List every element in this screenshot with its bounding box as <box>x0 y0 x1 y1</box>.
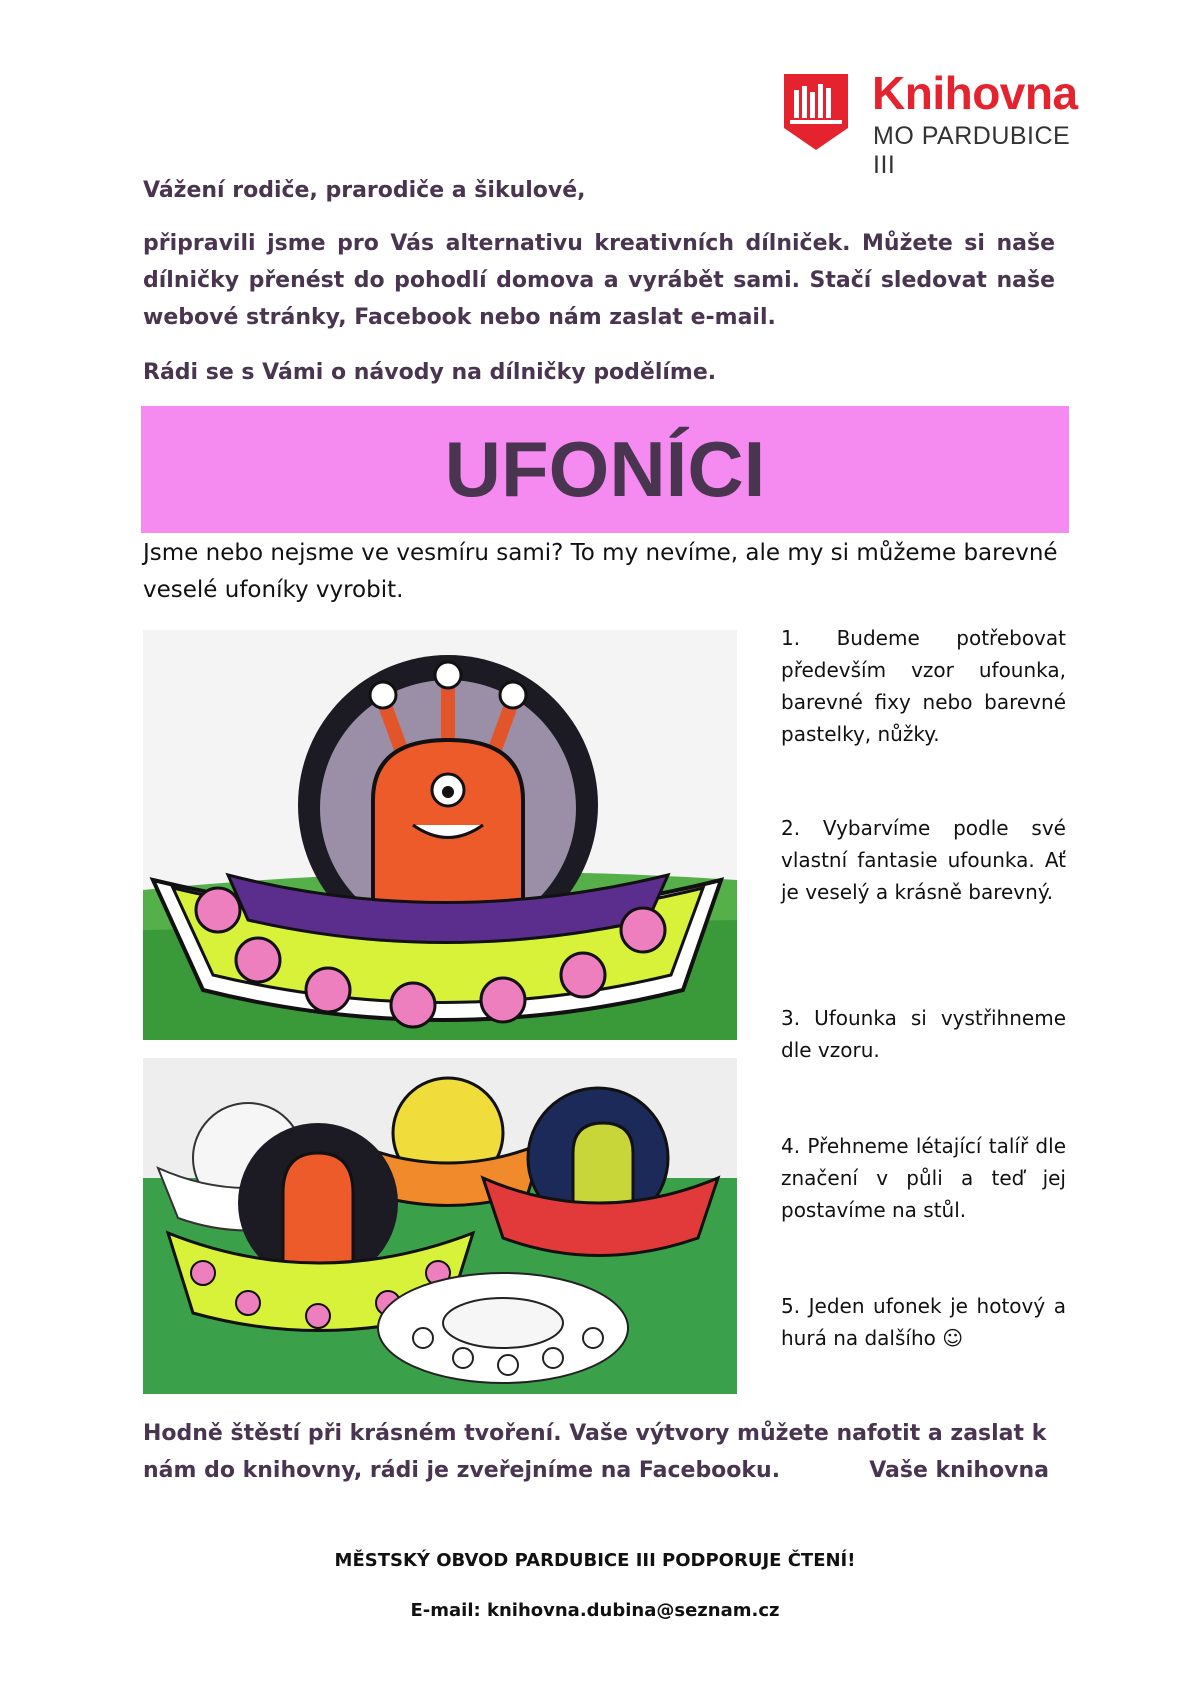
logo-brand: Knihovna <box>872 67 1078 119</box>
greeting: Vážení rodiče, prarodiče a šikulové, <box>143 178 586 203</box>
ufo-craft-photo <box>143 630 737 1040</box>
signature: Vaše knihovna <box>869 1458 1049 1483</box>
step-5: 5. Jeden ufonek je hotový a hurá na dalšího ☺ <box>781 1294 1066 1350</box>
closing-text: Hodně štěstí při krásném tvoření. Vaše výtvory můžete nafotit a zaslat k nám do knihovny, rádi je zveřejníme na Facebooku. <box>143 1421 1047 1483</box>
email-line: E-mail: knihovna.dubina@seznam.cz <box>410 1600 780 1621</box>
step-1: 1. Budeme potřebovat především vzor ufounka, barevné fixy nebo barevné pastelky, nůžky. <box>781 626 1066 746</box>
lead-paragraph: Jsme nebo nejsme ve vesmíru sami? To my nevíme, ale my si můžeme barevné veselé ufoníky vyrobit. <box>143 540 1058 603</box>
library-logo <box>780 67 1080 179</box>
book-shelf-icon <box>780 70 852 152</box>
step-2: 2. Vybarvíme podle své vlastní fantasie ufounka. Ať je veselý a krásně barevný. <box>781 816 1066 904</box>
logo-subtitle: MO PARDUBICE III <box>873 122 1071 179</box>
support-line: MĚSTSKÝ OBVOD PARDUBICE III PODPORUJE ČTENÍ! <box>334 1550 856 1571</box>
ufo-crafts-group-photo <box>143 1058 737 1394</box>
step-3: 3. Ufounka si vystřihneme dle vzoru. <box>781 1006 1066 1062</box>
step-4: 4. Přehneme létající talíř dle značení v půli a teď jej postavíme na stůl. <box>781 1134 1066 1222</box>
title-banner <box>141 406 1069 533</box>
page-title: UFONÍCI <box>444 425 766 513</box>
share-line: Rádi se s Vámi o návody na dílničky podělíme. <box>143 360 717 385</box>
closing-paragraph <box>143 1415 1073 1489</box>
intro-paragraph: připravili jsme pro Vás alternativu kreativních dílniček. Můžete si naše dílničky přenést do pohodlí domova a vyrábět sami. Stačí sledovat naše webové stránky, Facebook nebo nám zaslat e-mail. <box>143 231 1055 330</box>
